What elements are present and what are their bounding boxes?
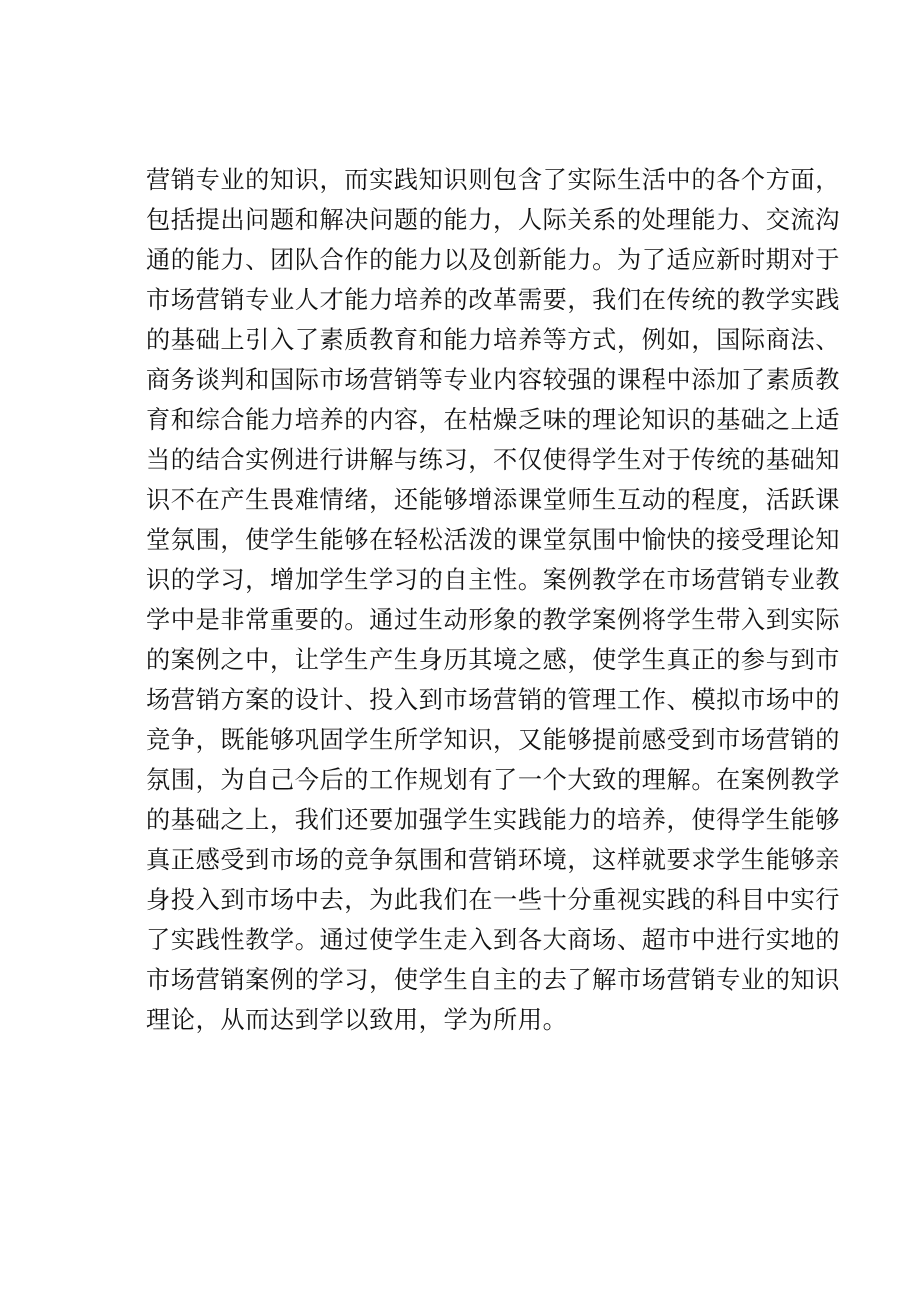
paragraph-line: 竞争，既能够巩固学生所学知识，又能够提前感受到市场营销的 bbox=[146, 726, 841, 754]
paragraph-line-last: 理论，从而达到学以致用，学为所用。 bbox=[146, 1006, 568, 1034]
paragraph-line: 通的能力、团队合作的能力以及创新能力。为了适应新时期对于 bbox=[146, 246, 841, 274]
paragraph-line: 堂氛围，使学生能够在轻松活泼的课堂氛围中愉快的接受理论知 bbox=[146, 526, 841, 554]
paragraph-line: 的基础之上，我们还要加强学生实践能力的培养，使得学生能够 bbox=[146, 806, 841, 834]
paragraph-line: 包括提出问题和解决问题的能力，人际关系的处理能力、交流沟 bbox=[146, 206, 841, 234]
paragraph-line: 的基础上引入了素质教育和能力培养等方式，例如，国际商法、 bbox=[146, 326, 841, 354]
paragraph-line: 市场营销案例的学习，使学生自主的去了解市场营销专业的知识 bbox=[146, 966, 841, 994]
paragraph-line: 场营销方案的设计、投入到市场营销的管理工作、模拟市场中的 bbox=[146, 686, 841, 714]
paragraph-line: 育和综合能力培养的内容，在枯燥乏味的理论知识的基础之上适 bbox=[146, 406, 841, 434]
paragraph-line: 了实践性教学。通过使学生走入到各大商场、超市中进行实地的 bbox=[146, 926, 841, 954]
paragraph-line: 营销专业的知识，而实践知识则包含了实际生活中的各个方面， bbox=[146, 166, 841, 194]
paragraph-line: 识不在产生畏难情绪，还能够增添课堂师生互动的程度，活跃课 bbox=[146, 486, 841, 514]
paragraph-line: 识的学习，增加学生学习的自主性。案例教学在市场营销专业教 bbox=[146, 566, 841, 594]
paragraph-line: 当的结合实例进行讲解与练习，不仅使得学生对于传统的基础知 bbox=[146, 446, 841, 474]
body-paragraph bbox=[146, 160, 841, 1040]
paragraph-line: 学中是非常重要的。通过生动形象的教学案例将学生带入到实际 bbox=[146, 606, 841, 634]
paragraph-line: 商务谈判和国际市场营销等专业内容较强的课程中添加了素质教 bbox=[146, 366, 841, 394]
paragraph-line: 市场营销专业人才能力培养的改革需要，我们在传统的教学实践 bbox=[146, 286, 841, 314]
paragraph-line: 真正感受到市场的竞争氛围和营销环境，这样就要求学生能够亲 bbox=[146, 846, 841, 874]
paragraph-line: 的案例之中，让学生产生身历其境之感，使学生真正的参与到市 bbox=[146, 646, 841, 674]
paragraph-line: 身投入到市场中去，为此我们在一些十分重视实践的科目中实行 bbox=[146, 886, 841, 914]
paragraph-line: 氛围，为自己今后的工作规划有了一个大致的理解。在案例教学 bbox=[146, 766, 841, 794]
